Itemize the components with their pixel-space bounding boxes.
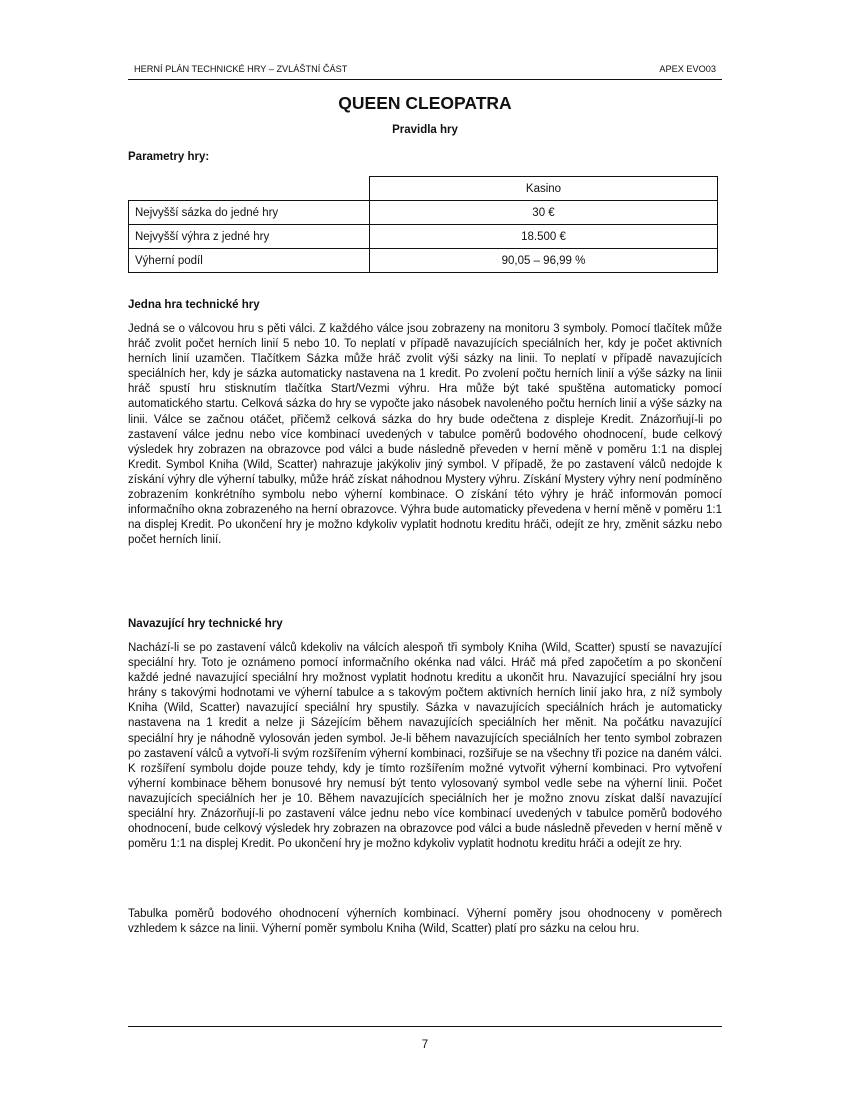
section-paragraph: Tabulka poměrů bodového ohodnocení výherních kombinací. Výherní poměry jsou ohodnoceny v poměrech vzhledem k sázce na linii. Výherní poměr symbolu Kniha (Wild, Scatter) platí pro sázku na celou hru. (128, 908, 722, 936)
header-rule (128, 79, 722, 80)
params-table-corner (129, 177, 370, 201)
param-label: Výherní podíl (129, 249, 370, 273)
param-label: Nejvyšší výhra z jedné hry (129, 225, 370, 249)
header-code: APEX EVO03 (659, 64, 716, 74)
section-paragraph: Jedná se o válcovou hru s pěti válci. Z každého válce jsou zobrazeny na monitoru 3 symboly. Pomocí tlačítek může hráč zvolit počet herních linií 5 nebo 10. To neplatí v případě navazujících speciálních her, kdy je počet aktivních herních linií uzamčen. Tlačítkem Sázka může hráč zvolit výši sázky na linii. To neplatí v případě navazujících speciálních her, kdy je sázka automaticky nastavena na 1 kredit. Po zvolení počtu herních linií a výše sázky na linii hráč spustí hru stisknutím tlačítka Start/Vezmi výhru. Hra může být také spuštěna automaticky pomocí automatického startu. Celková sázka do hry se vypočte jako násobek navoleného počtu herních linií a výše sázky na linii. Válce se začnou otáčet, přičemž celková sázka do hry bude odečtena z displeje Kredit. Znázorňují-li po zastavení válce jednu nebo více kombinací uvedených v tabulce poměrů bodového ohodnocení, bude celkový výsledek hry zobrazen na obrazovce pod válci a bude následně převeden v herní měně v poměru 1:1 na displej Kredit. Symbol Kniha (Wild, Scatter) nahrazuje jakýkoliv jiný symbol. V případě, že po zastavení válců nedojde k získání výhry dle výherní tabulky, může hráč získat náhodnou Mystery výhru. Získání Mystery výhry není podmíněno zobrazením konkrétního symbolu nebo výherní kombinace. O získání této výhry je hráč informován pomocí informačního okna zobrazeného na herní obrazovce. Výhra bude automaticky převedena v herní měně v poměru 1:1 na displej Kredit. Po ukončení hry je možno kdykoliv vyplatit hodnotu kreditu hráči, odejít ze hry, změnit sázku nebo počet herních linií. (128, 323, 722, 547)
table-row (129, 249, 718, 273)
param-value: 90,05 – 96,99 % (370, 249, 718, 273)
page-subtitle: Pravidla hry (392, 124, 458, 136)
param-label: Nejvyšší sázka do jedné hry (129, 201, 370, 225)
footer-rule (128, 1026, 722, 1027)
page-number: 7 (421, 1039, 429, 1051)
section-heading-bonus-games: Navazující hry technické hry (128, 618, 283, 630)
params-table (128, 176, 718, 273)
page-title: QUEEN CLEOPATRA (338, 93, 512, 113)
header-title: HERNÍ PLÁN TECHNICKÉ HRY – ZVLÁŠTNÍ ČÁST (134, 64, 348, 74)
param-value: 18.500 € (370, 225, 718, 249)
params-table-header-row (129, 177, 718, 201)
params-column-header: Kasino (370, 177, 718, 201)
section-heading-single-game: Jedna hra technické hry (128, 299, 260, 311)
table-row (129, 225, 718, 249)
section-paragraph: Nachází-li se po zastavení válců kdekoliv na válcích alespoň tři symboly Kniha (Wild, Scatter) spustí se navazující speciální hry. Toto je oznámeno pomocí informačního okénka nad válci. Hráč má před započetím a po skončení každé jedné navazující speciální hry možnost vyplatit hodnotu kreditu a ukončit hru. Navazující speciální hry jsou hrány s takovými hodnotami ve výherní tabulce a s takovým počtem aktivních herních linií jako hra, z níž symboly Kniha (Wild, Scatter) navazující speciální hry spustily. Sázka v navazujících speciálních hrách je automaticky nastavena na 1 kredit a nelze ji Sázejícím během navazujících speciálních her měnit. Na počátku navazující speciální hry je náhodně vylosován jeden symbol. Je-li během navazujících speciálních her tento symbol zobrazen po zastavení válců a vytvoří-li svým rozšířením výherní kombinaci, rozšiřuje se na všechny tři pozice na daném válci. K rozšíření symbolu dojde pouze tehdy, kdy je tímto rozšířením možné vytvořit výherní kombinaci. Pro vytvoření výherní kombinace během bonusové hry nemusí být tento vylosovaný symbol vedle sebe na výherní linii. Počet navazujících speciálních her je 10. Během navazujících speciálních her je možno znovu získat další navazující speciální hry. Znázorňují-li po zastavení válce jednu nebo více kombinací uvedených v tabulce poměrů bodového ohodnocení, bude celkový výsledek hry zobrazen na obrazovce pod válci a bude následně převeden v herní měně v poměru 1:1 na displej Kredit. Po ukončení hry je možno kdykoliv vyplatit hodnotu kreditu hráči a odejít ze hry. (128, 642, 722, 851)
params-heading: Parametry hry: (128, 151, 210, 163)
table-row (129, 201, 718, 225)
param-value: 30 € (370, 201, 718, 225)
